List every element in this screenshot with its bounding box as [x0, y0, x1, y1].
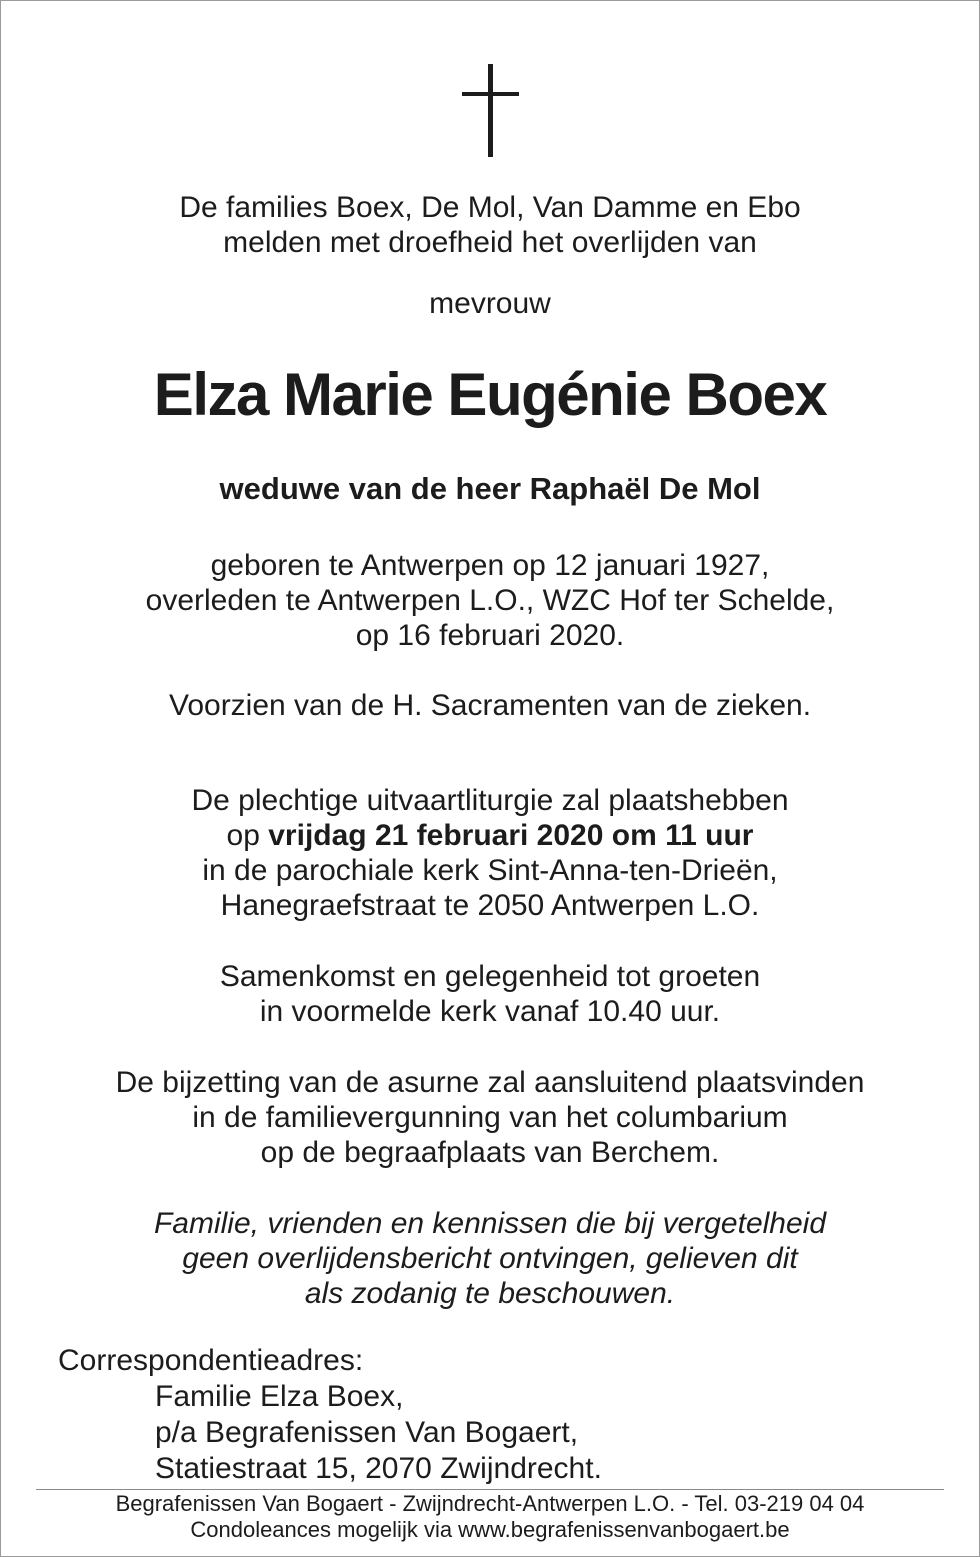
funeral-line-1: De plechtige uitvaartliturgie zal plaatshebben [191, 784, 789, 817]
correspondence-line-3: Statiestraat 15, 2070 Zwijndrecht. [155, 1452, 602, 1485]
funeral-date-prefix: op [226, 819, 269, 852]
honorific: mevrouw [429, 287, 551, 320]
interment-details [0, 1065, 980, 1170]
gathering-line-2: in voormelde kerk vanaf 10.40 uur. [259, 995, 721, 1028]
correspondence-line-2: p/a Begrafenissen Van Bogaert, [155, 1416, 579, 1449]
footer-contact: Begrafenissen Van Bogaert - Zwijndrecht-Antwerpen L.O. - Tel. 03-219 04 04 [115, 1491, 865, 1516]
notice-line-2: geen overlijdensbericht ontvingen, gelieven dit [182, 1242, 798, 1275]
families-line-2: melden met droefheid het overlijden van [223, 226, 757, 259]
interment-line-2: in de familievergunning van het columbarium [192, 1101, 788, 1134]
correspondence-label: Correspondentieadres: [58, 1344, 364, 1377]
funeral-line-2 [0, 818, 980, 853]
deceased-name: Elza Marie Eugénie Boex [153, 361, 827, 428]
families-intro [0, 190, 980, 260]
footer-divider [36, 1489, 944, 1490]
funeral-details [0, 783, 980, 923]
funeral-line-4: Hanegraefstraat te 2050 Antwerpen L.O. [220, 889, 760, 922]
notice-line-3: als zodanig te beschouwen. [304, 1277, 676, 1310]
died-date-line: op 16 februari 2020. [355, 619, 625, 652]
gathering-details [0, 959, 980, 1029]
sacraments: Voorzien van de H. Sacramenten van de zieken. [168, 689, 812, 722]
interment-line-1: De bijzetting van de asurne zal aansluitend plaatsvinden [115, 1066, 865, 1099]
correspondence-address [58, 1343, 602, 1487]
funeral-line-3: in de parochiale kerk Sint-Anna-ten-Drieën, [202, 854, 778, 887]
notice-line-1: Familie, vrienden en kennissen die bij vergetelheid [153, 1207, 827, 1240]
funeral-date: vrijdag 21 februari 2020 om 11 uur [268, 819, 754, 852]
correspondence-line-1: Familie Elza Boex, [155, 1380, 404, 1413]
footer [0, 1491, 980, 1543]
widow-of: weduwe van de heer Raphaël De Mol [219, 471, 761, 506]
footer-condolences: Condoleances mogelijk via www.begrafenissenvanbogaert.be [190, 1517, 790, 1542]
families-line-1: De families Boex, De Mol, Van Damme en Ebo [179, 191, 801, 224]
notice [0, 1206, 980, 1311]
interment-line-3: op de begraafplaats van Berchem. [260, 1136, 720, 1169]
died-line: overleden te Antwerpen L.O., WZC Hof ter Schelde, [145, 584, 835, 617]
gathering-line-1: Samenkomst en gelegenheid tot groeten [219, 960, 761, 993]
born-line: geboren te Antwerpen op 12 januari 1927, [210, 549, 770, 582]
life-details [0, 548, 980, 653]
